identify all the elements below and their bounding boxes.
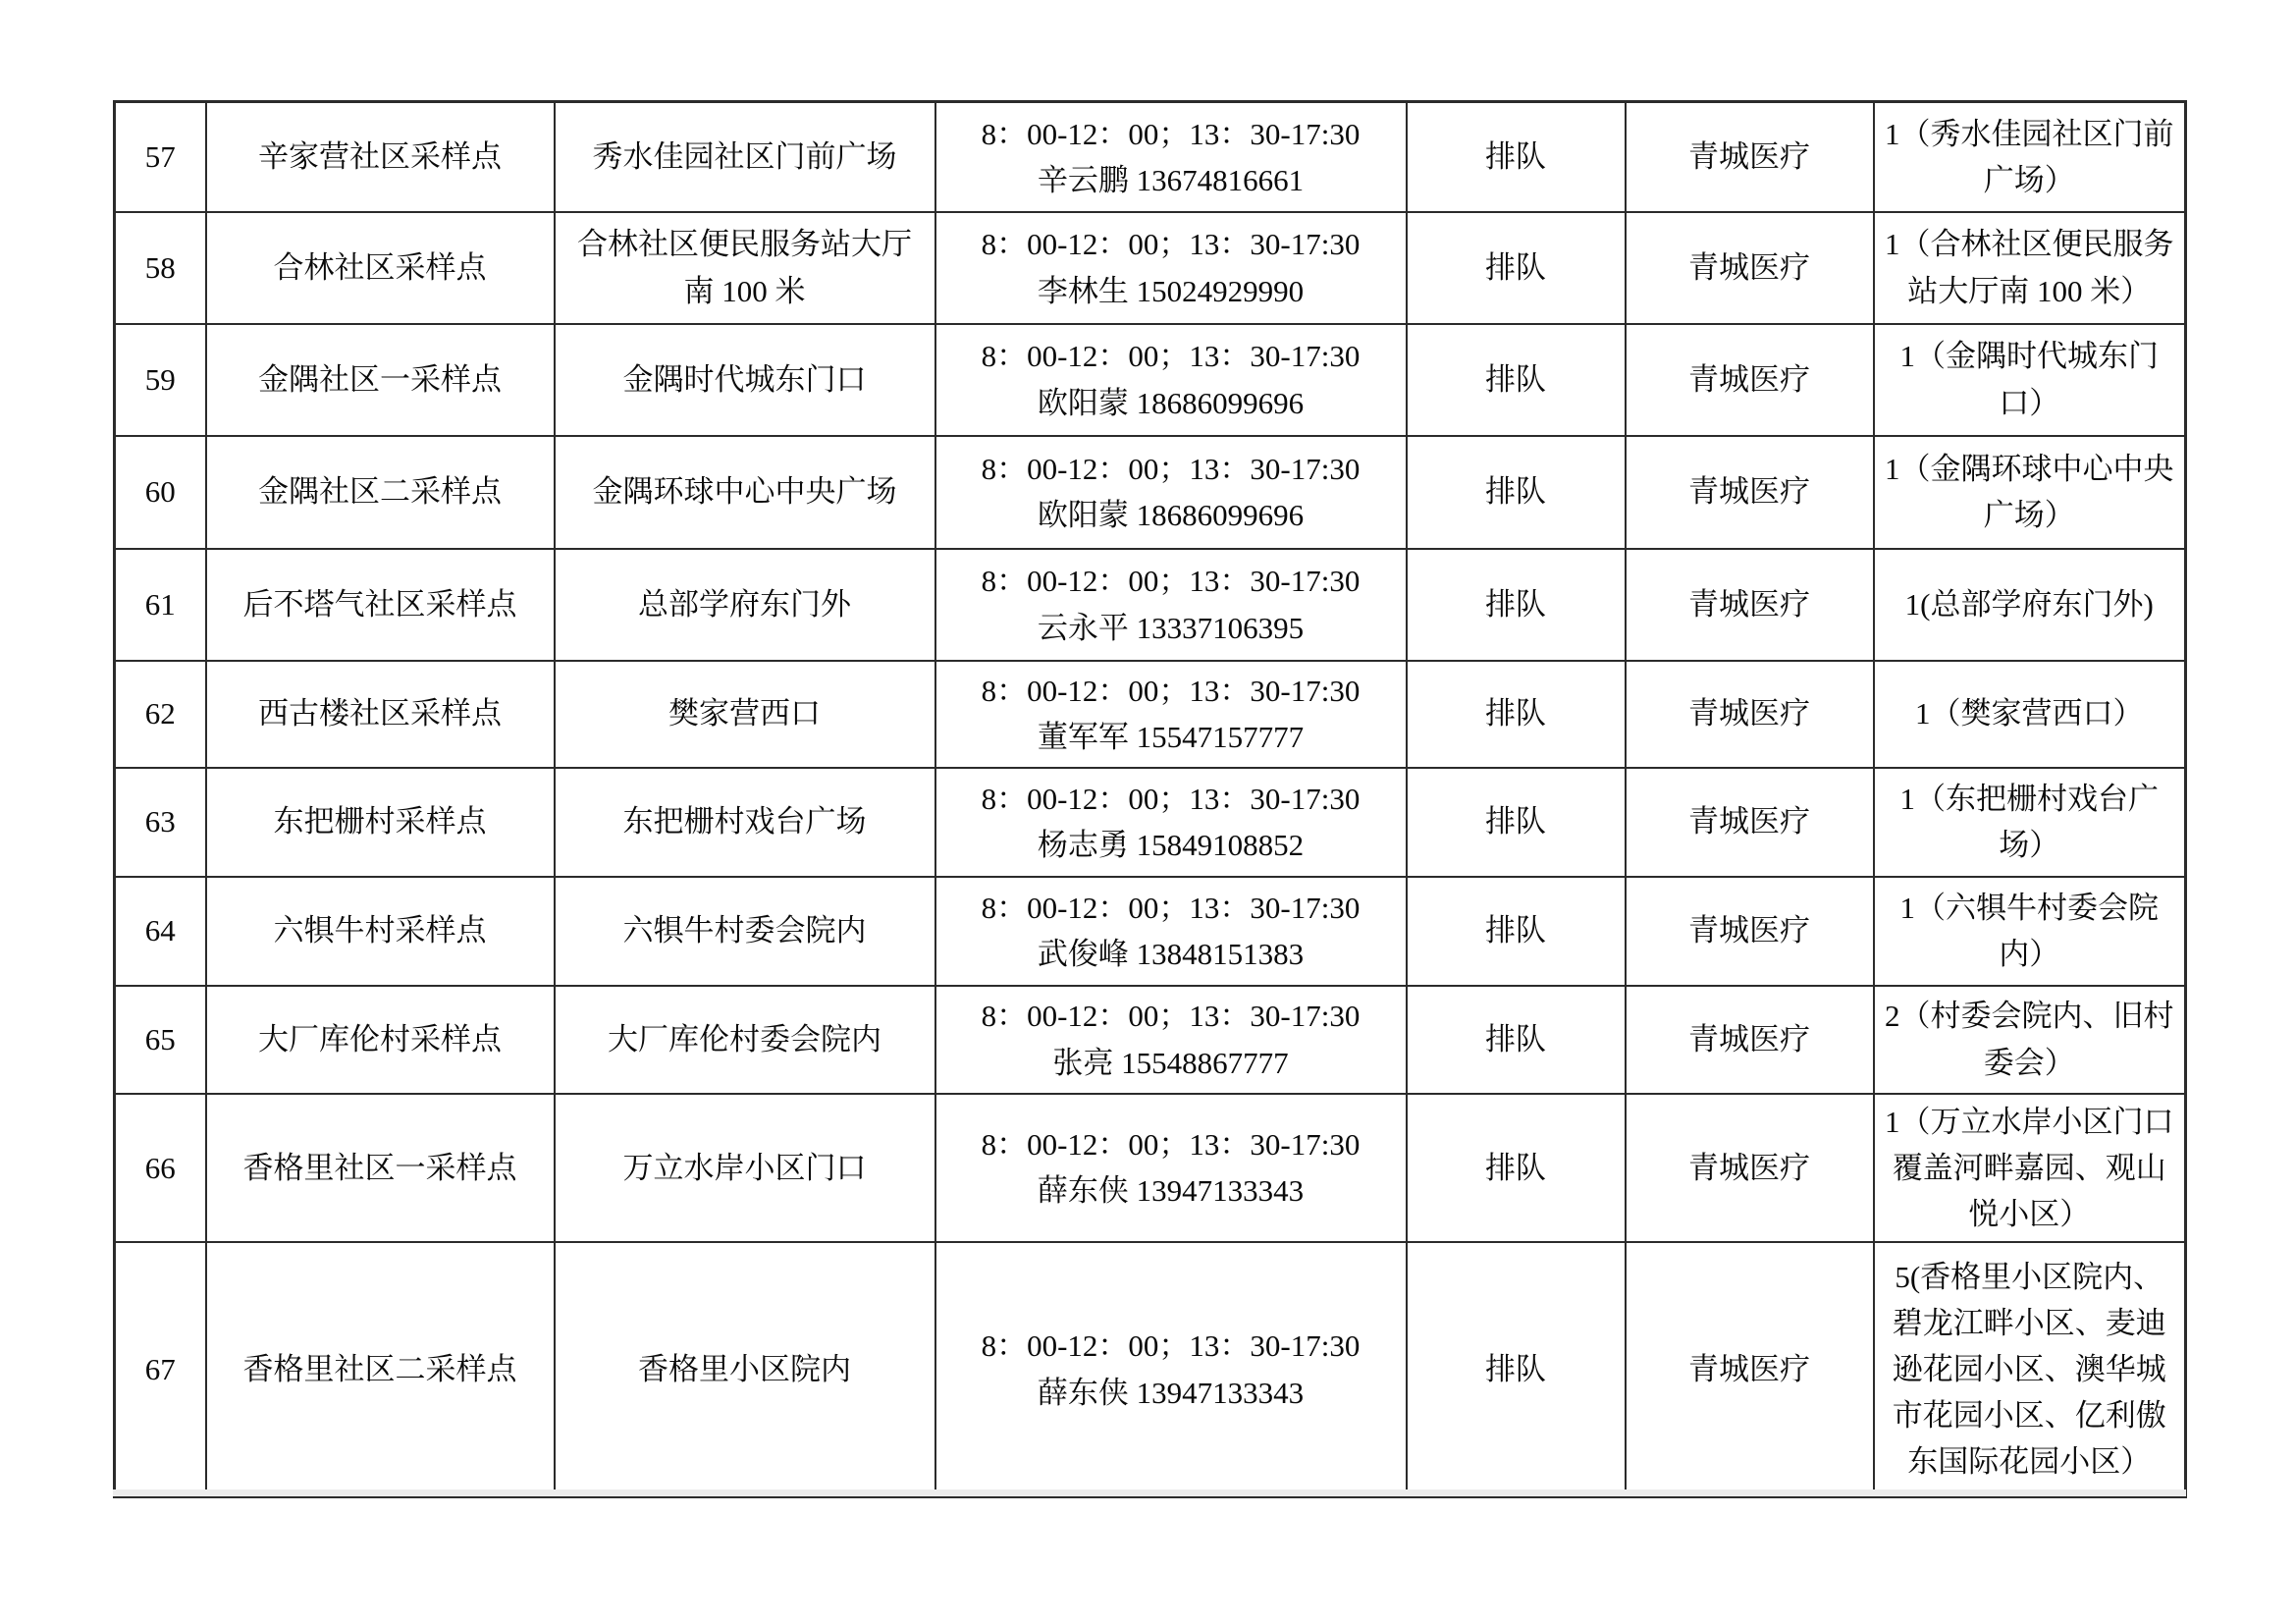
cell-org: 青城医疗 — [1626, 877, 1874, 986]
cell-location: 香格里小区院内 — [555, 1242, 935, 1497]
schedule-time: 8：00-12：00；13：30-17:30 — [981, 116, 1361, 151]
schedule-time: 8：00-12：00；13：30-17:30 — [981, 227, 1361, 262]
cell-booths: 1（樊家营西口） — [1874, 661, 2186, 768]
cell-org: 青城医疗 — [1626, 661, 1874, 768]
cell-name: 金隅社区一采样点 — [206, 324, 555, 436]
cell-no: 64 — [115, 877, 206, 986]
table-row — [115, 877, 2186, 986]
cell-no: 61 — [115, 549, 206, 661]
cell-no: 65 — [115, 986, 206, 1094]
cell-booths: 1（金隅时代城东门口） — [1874, 324, 2186, 436]
cell-org: 青城医疗 — [1626, 1242, 1874, 1497]
cell-org: 青城医疗 — [1626, 102, 1874, 212]
cell-schedule — [935, 549, 1407, 661]
cell-no: 62 — [115, 661, 206, 768]
cell-org: 青城医疗 — [1626, 324, 1874, 436]
cell-location: 大厂库伦村委会院内 — [555, 986, 935, 1094]
table-row — [115, 986, 2186, 1094]
schedule-time: 8：00-12：00；13：30-17:30 — [981, 781, 1361, 816]
cell-queue: 排队 — [1407, 436, 1626, 549]
table-row — [115, 102, 2186, 212]
cell-name: 大厂库伦村采样点 — [206, 986, 555, 1094]
cell-booths: 1（东把栅村戏台广场） — [1874, 768, 2186, 877]
schedule-time: 8：00-12：00；13：30-17:30 — [981, 564, 1361, 599]
cell-org: 青城医疗 — [1626, 1094, 1874, 1242]
cell-booths: 1(总部学府东门外) — [1874, 549, 2186, 661]
cell-location: 合林社区便民服务站大厅南 100 米 — [555, 212, 935, 324]
schedule-time: 8：00-12：00；13：30-17:30 — [981, 339, 1361, 374]
schedule-contact: 云永平 13337106395 — [1037, 610, 1305, 645]
cell-booths: 5(香格里小区院内、碧龙江畔小区、麦迪逊花园小区、澳华城市花园小区、亿利傲东国际花园小区） — [1874, 1242, 2186, 1497]
cell-name: 香格里社区二采样点 — [206, 1242, 555, 1497]
cell-location: 樊家营西口 — [555, 661, 935, 768]
cell-booths: 1（万立水岸小区门口覆盖河畔嘉园、观山悦小区） — [1874, 1094, 2186, 1242]
schedule-contact: 薛东侠 13947133343 — [1037, 1375, 1305, 1410]
cell-location: 东把栅村戏台广场 — [555, 768, 935, 877]
cell-schedule — [935, 436, 1407, 549]
cell-no: 57 — [115, 102, 206, 212]
schedule-time: 8：00-12：00；13：30-17:30 — [981, 1127, 1361, 1163]
cell-location: 秀水佳园社区门前广场 — [555, 102, 935, 212]
schedule-contact: 欧阳蒙 18686099696 — [1037, 498, 1305, 532]
cell-location: 总部学府东门外 — [555, 549, 935, 661]
cell-no: 58 — [115, 212, 206, 324]
cell-org: 青城医疗 — [1626, 768, 1874, 877]
cell-schedule — [935, 212, 1407, 324]
cell-queue: 排队 — [1407, 324, 1626, 436]
schedule-contact: 张亮 15548867777 — [1052, 1045, 1289, 1080]
schedule-contact: 董军军 15547157777 — [1037, 720, 1305, 754]
sampling-points-table — [113, 100, 2187, 1498]
cell-schedule — [935, 1242, 1407, 1497]
schedule-contact: 薛东侠 13947133343 — [1037, 1173, 1305, 1209]
schedule-time: 8：00-12：00；13：30-17:30 — [981, 890, 1361, 925]
schedule-contact: 杨志勇 15849108852 — [1037, 828, 1305, 862]
document-page — [113, 100, 2187, 1498]
schedule-contact: 李林生 15024929990 — [1037, 273, 1305, 308]
schedule-contact: 武俊峰 13848151383 — [1037, 937, 1305, 971]
cell-queue: 排队 — [1407, 102, 1626, 212]
cell-name: 东把栅村采样点 — [206, 768, 555, 877]
cell-queue: 排队 — [1407, 661, 1626, 768]
cell-org: 青城医疗 — [1626, 549, 1874, 661]
cell-name: 香格里社区一采样点 — [206, 1094, 555, 1242]
cell-name: 后不塔气社区采样点 — [206, 549, 555, 661]
cell-location: 金隅环球中心中央广场 — [555, 436, 935, 549]
cell-queue: 排队 — [1407, 877, 1626, 986]
cell-booths: 1（秀水佳园社区门前广场） — [1874, 102, 2186, 212]
cell-schedule — [935, 661, 1407, 768]
cell-org: 青城医疗 — [1626, 986, 1874, 1094]
cell-schedule — [935, 986, 1407, 1094]
schedule-time: 8：00-12：00；13：30-17:30 — [981, 999, 1361, 1034]
table-row — [115, 212, 2186, 324]
cell-schedule — [935, 1094, 1407, 1242]
cell-schedule — [935, 768, 1407, 877]
cell-org: 青城医疗 — [1626, 212, 1874, 324]
table-bottom-shadow — [113, 1489, 2186, 1496]
cell-location: 六犋牛村委会院内 — [555, 877, 935, 986]
cell-schedule — [935, 877, 1407, 986]
cell-queue: 排队 — [1407, 1094, 1626, 1242]
schedule-contact: 欧阳蒙 18686099696 — [1037, 385, 1305, 420]
cell-no: 66 — [115, 1094, 206, 1242]
table-row — [115, 549, 2186, 661]
table-row — [115, 1242, 2186, 1497]
cell-queue: 排队 — [1407, 212, 1626, 324]
cell-name: 合林社区采样点 — [206, 212, 555, 324]
cell-booths: 1（六犋牛村委会院内） — [1874, 877, 2186, 986]
cell-location: 万立水岸小区门口 — [555, 1094, 935, 1242]
cell-schedule — [935, 102, 1407, 212]
cell-no: 63 — [115, 768, 206, 877]
table-row — [115, 1094, 2186, 1242]
cell-no: 67 — [115, 1242, 206, 1497]
cell-no: 60 — [115, 436, 206, 549]
cell-no: 59 — [115, 324, 206, 436]
cell-booths: 2（村委会院内、旧村委会） — [1874, 986, 2186, 1094]
cell-name: 金隅社区二采样点 — [206, 436, 555, 549]
table-row — [115, 324, 2186, 436]
table-row — [115, 436, 2186, 549]
cell-queue: 排队 — [1407, 549, 1626, 661]
cell-name: 六犋牛村采样点 — [206, 877, 555, 986]
cell-schedule — [935, 324, 1407, 436]
schedule-time: 8：00-12：00；13：30-17:30 — [981, 673, 1361, 708]
schedule-time: 8：00-12：00；13：30-17:30 — [981, 1328, 1361, 1364]
schedule-time: 8：00-12：00；13：30-17:30 — [981, 451, 1361, 486]
cell-booths: 1（合林社区便民服务站大厅南 100 米） — [1874, 212, 2186, 324]
cell-booths: 1（金隅环球中心中央广场） — [1874, 436, 2186, 549]
cell-queue: 排队 — [1407, 1242, 1626, 1497]
cell-queue: 排队 — [1407, 768, 1626, 877]
schedule-contact: 辛云鹏 13674816661 — [1037, 162, 1305, 197]
table-row — [115, 661, 2186, 768]
cell-name: 辛家营社区采样点 — [206, 102, 555, 212]
cell-name: 西古楼社区采样点 — [206, 661, 555, 768]
table-row — [115, 768, 2186, 877]
cell-org: 青城医疗 — [1626, 436, 1874, 549]
cell-queue: 排队 — [1407, 986, 1626, 1094]
cell-location: 金隅时代城东门口 — [555, 324, 935, 436]
